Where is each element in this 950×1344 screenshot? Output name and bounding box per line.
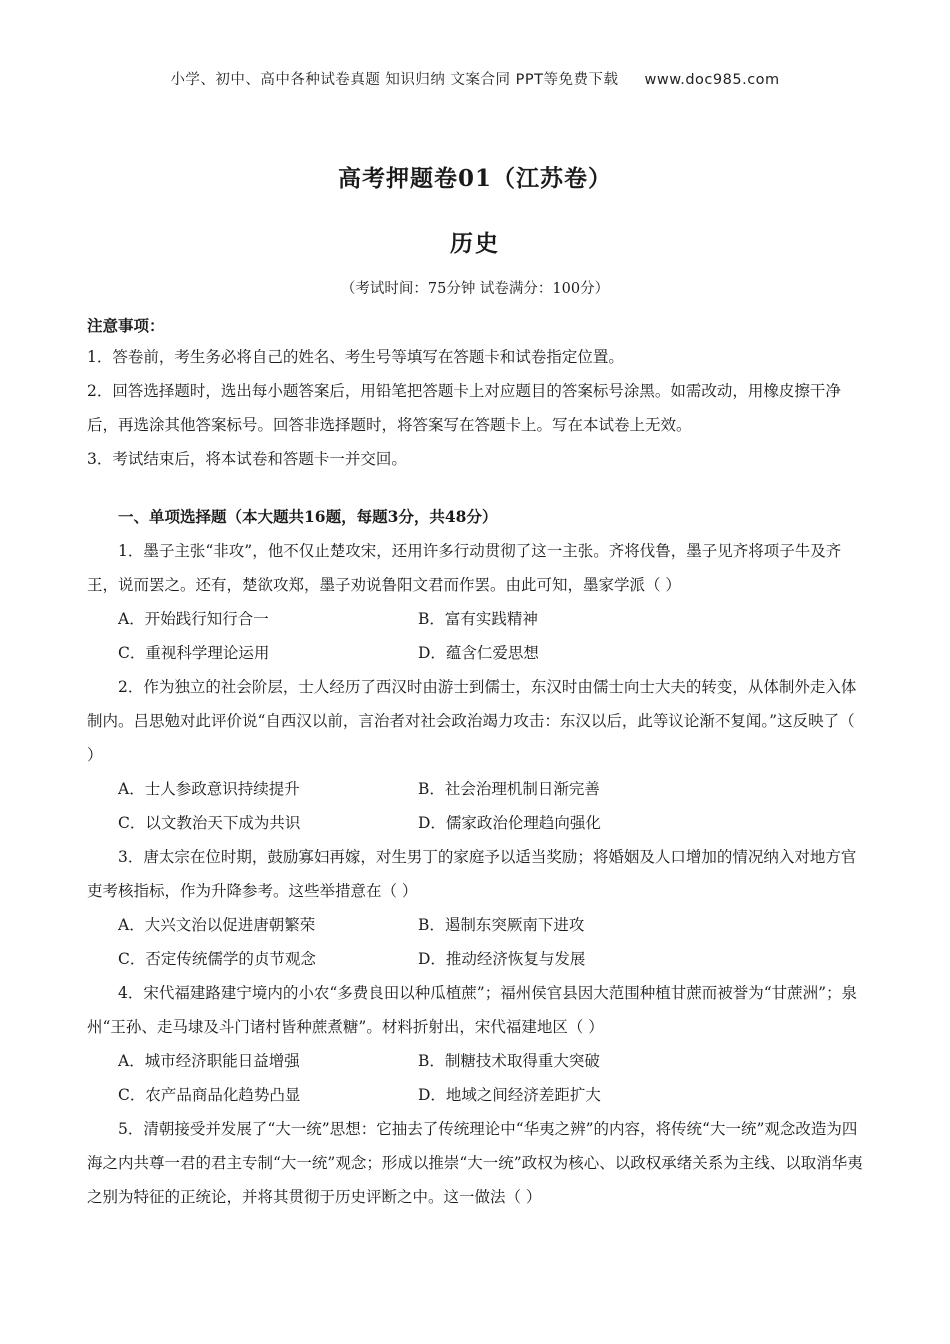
option-a: A．大兴文治以促进唐朝繁荣 xyxy=(118,916,316,934)
option-c: C．以文教治天下成为共识 xyxy=(118,814,301,832)
option-d: D．推动经济恢复与发展 xyxy=(418,950,586,968)
question-2-options xyxy=(87,806,863,840)
option-c: C．否定传统儒学的贞节观念 xyxy=(118,950,316,968)
question-2-options xyxy=(87,772,863,806)
section-title: 一、单项选择题（本大题共16题，每题3分，共48分） xyxy=(118,507,498,526)
option-b: B．社会治理机制日渐完善 xyxy=(418,780,600,798)
question-4-options xyxy=(87,1044,863,1078)
exam-content xyxy=(87,312,863,1214)
option-d: D．地域之间经济差距扩大 xyxy=(418,1086,601,1104)
exam-info: （考试时间：75分钟 试卷满分：100分） xyxy=(340,281,610,297)
option-c: C．农产品商品化趋势凸显 xyxy=(118,1086,301,1104)
question-3-options xyxy=(87,942,863,976)
question-2-stem: 2．作为独立的社会阶层，士人经历了西汉时由游士到儒士，东汉时由儒士向士大夫的转变，从体制外走入体制内。吕思勉对此评价说“自西汉以前，言治者对社会政治竭力攻击：东汉以后，此等议论渐不复闻。”这反映了（ ） xyxy=(87,678,857,764)
header-site[interactable]: www.doc985.com xyxy=(644,72,780,88)
page-header xyxy=(0,68,950,89)
option-b: B．制糖技术取得重大突破 xyxy=(418,1052,600,1070)
exam-subject: 历史 xyxy=(450,230,500,257)
notice-item: 1．答卷前，考生务必将自己的姓名、考生号等填写在答题卡和试卷指定位置。 xyxy=(87,348,624,366)
question-1-options xyxy=(87,602,863,636)
question-3-stem: 3．唐太宗在位时期，鼓励寡妇再嫁，对生男丁的家庭予以适当奖励；将婚姻及人口增加的情况纳入对地方官吏考核指标，作为升降参考。这些举措意在（ ） xyxy=(87,848,857,900)
notice-title: 注意事项： xyxy=(87,316,165,335)
notice-item: 2．回答选择题时，选出每小题答案后，用铅笔把答题卡上对应题目的答案标号涂黑。如需改动，用橡皮擦干净后，再选涂其他答案标号。回答非选择题时，将答案写在答题卡上。写在本试卷上无效。 xyxy=(87,382,841,434)
option-a: A．开始践行知行合一 xyxy=(118,610,269,628)
question-1-stem: 1．墨子主张“非攻”，他不仅止楚攻宋，还用许多行动贯彻了这一主张。齐将伐鲁，墨子见齐将项子牛及齐王，说而罢之。还有，楚欲攻郑，墨子劝说鲁阳文君而作罢。由此可知，墨家学派（ ） xyxy=(87,542,842,594)
header-text: 小学、初中、高中各种试卷真题 知识归纳 文案合同 PPT等免费下载 xyxy=(170,72,619,88)
notice-item: 3．考试结束后，将本试卷和答题卡一并交回。 xyxy=(87,450,407,468)
option-d: D．儒家政治伦理趋向强化 xyxy=(418,814,601,832)
question-4-stem: 4．宋代福建路建宁境内的小农“多费良田以种瓜植蔗”；福州侯官县因大范围种植甘蔗而被誉为“甘蔗洲”；泉州“王孙、走马埭及斗门诸村皆种蔗煮糖”。材料折射出，宋代福建地区（ ） xyxy=(87,984,858,1036)
option-d: D．蕴含仁爱思想 xyxy=(418,644,539,662)
option-b: B．富有实践精神 xyxy=(418,610,538,628)
question-1-options xyxy=(87,636,863,670)
question-5-stem: 5．清朝接受并发展了“大一统”思想：它抽去了传统理论中“华夷之辨”的内容，将传统“大一统”观念改造为四海之内共尊一君的君主专制“大一统”观念；形成以推崇“大一统”政权为核心、以政权承绪关系为主线、以取消华夷之别为特征的正统论，并将其贯彻于历史评断之中。这一做法（ ） xyxy=(87,1120,863,1206)
option-c: C．重视科学理论运用 xyxy=(118,644,270,662)
option-a: A．士人参政意识持续提升 xyxy=(118,780,300,798)
question-4-options xyxy=(87,1078,863,1112)
question-3-options xyxy=(87,908,863,942)
option-a: A．城市经济职能日益增强 xyxy=(118,1052,300,1070)
exam-title: 高考押题卷01（江苏卷） xyxy=(337,165,612,192)
option-b: B．遏制东突厥南下进攻 xyxy=(418,916,585,934)
